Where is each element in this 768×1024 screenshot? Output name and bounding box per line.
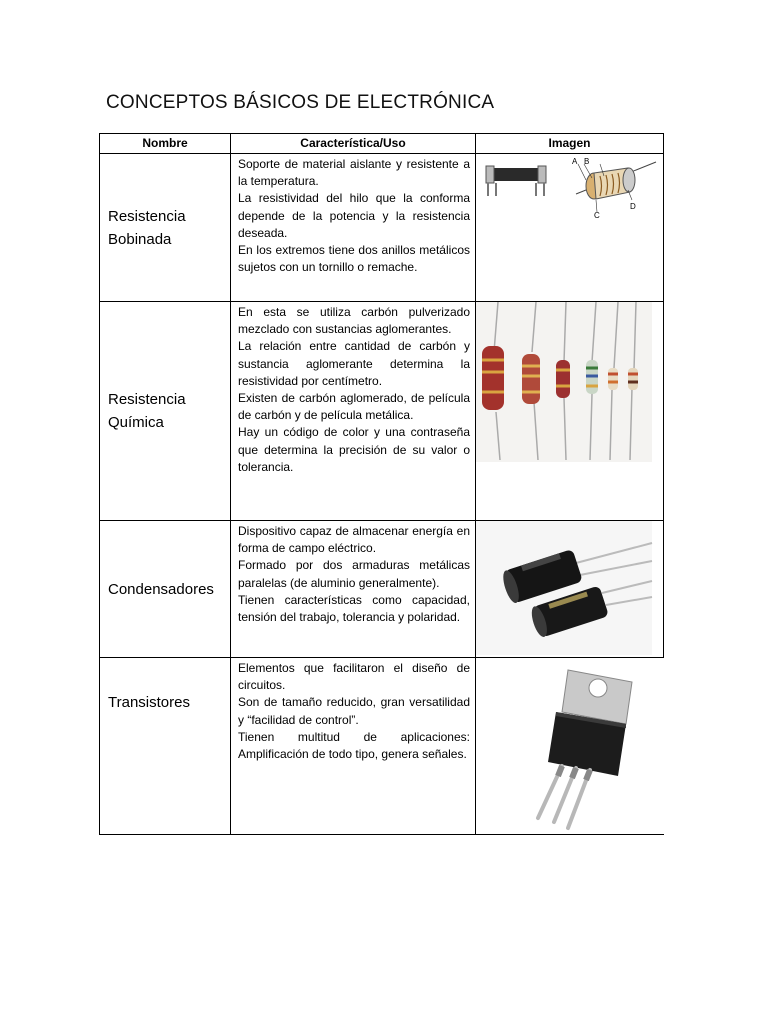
table-row <box>99 658 664 835</box>
description-paragraph: Dispositivo capaz de almacenar energía en forma de campo eléctrico. <box>238 524 470 556</box>
component-name <box>99 658 231 834</box>
description-paragraph: En esta se utiliza carbón pulverizado mezclado con sustancias aglomerantes. <box>238 305 470 337</box>
label-d: D <box>630 202 636 211</box>
table-header-row <box>99 134 664 154</box>
table-row <box>99 154 664 302</box>
component-description <box>231 521 476 657</box>
description-paragraph: Tienen multitud de aplicaciones: Amplificación de todo tipo, genera señales. <box>238 729 470 762</box>
carbon-resistors-image <box>476 302 664 520</box>
description-paragraph: Hay un código de color y una contraseña que determina la precisión de su valor o tolerancia. <box>238 425 470 474</box>
components-table <box>99 133 664 835</box>
component-description <box>231 658 476 834</box>
component-description <box>231 154 476 301</box>
header-nombre: Nombre <box>99 134 231 153</box>
description-paragraph: La relación entre cantidad de carbón y sustancia aglomerante determina la resistividad por centímetro. <box>238 339 470 388</box>
description-paragraph: La resistividad del hilo que la conforma depende de la potencia y la resistencia deseada. <box>238 191 470 240</box>
component-name-text: Transistores <box>108 694 190 711</box>
component-name <box>99 154 231 301</box>
header-imagen: Imagen <box>476 134 664 153</box>
capacitors-image <box>476 521 664 657</box>
component-name <box>99 302 231 520</box>
wirewound-resistor-image <box>476 154 664 301</box>
description-paragraph: En los extremos tiene dos anillos metálicos sujetos con un tornillo o remache. <box>238 243 470 275</box>
description-paragraph: Existen de carbón aglomerado, de película de carbón y de película metálica. <box>238 391 470 423</box>
label-b: B <box>584 157 590 166</box>
component-name-text: Resistencia Química <box>108 391 186 431</box>
document-title: CONCEPTOS BÁSICOS DE ELECTRÓNICA <box>106 92 495 113</box>
table-row <box>99 302 664 521</box>
transistor-image <box>476 658 664 834</box>
label-c: C <box>594 211 600 220</box>
component-description <box>231 302 476 520</box>
description-paragraph: Elementos que facilitaron el diseño de circuitos. <box>238 661 470 693</box>
component-name-text: Condensadores <box>108 580 214 598</box>
description-paragraph: Son de tamaño reducido, gran versatilidad y “facilidad de control”. <box>238 695 470 727</box>
component-name-text: Resistencia Bobinada <box>108 207 186 248</box>
header-caracteristica: Característica/Uso <box>231 134 476 153</box>
label-a: A <box>572 157 578 166</box>
description-paragraph: Tienen características como capacidad, tensión del trabajo, tolerancia y polaridad. <box>238 592 470 625</box>
table-row <box>99 521 664 658</box>
description-paragraph: Formado por dos armaduras metálicas paralelas (de aluminio generalmente). <box>238 558 470 590</box>
component-name <box>99 521 231 657</box>
description-paragraph: Soporte de material aislante y resistente a la temperatura. <box>238 157 470 189</box>
